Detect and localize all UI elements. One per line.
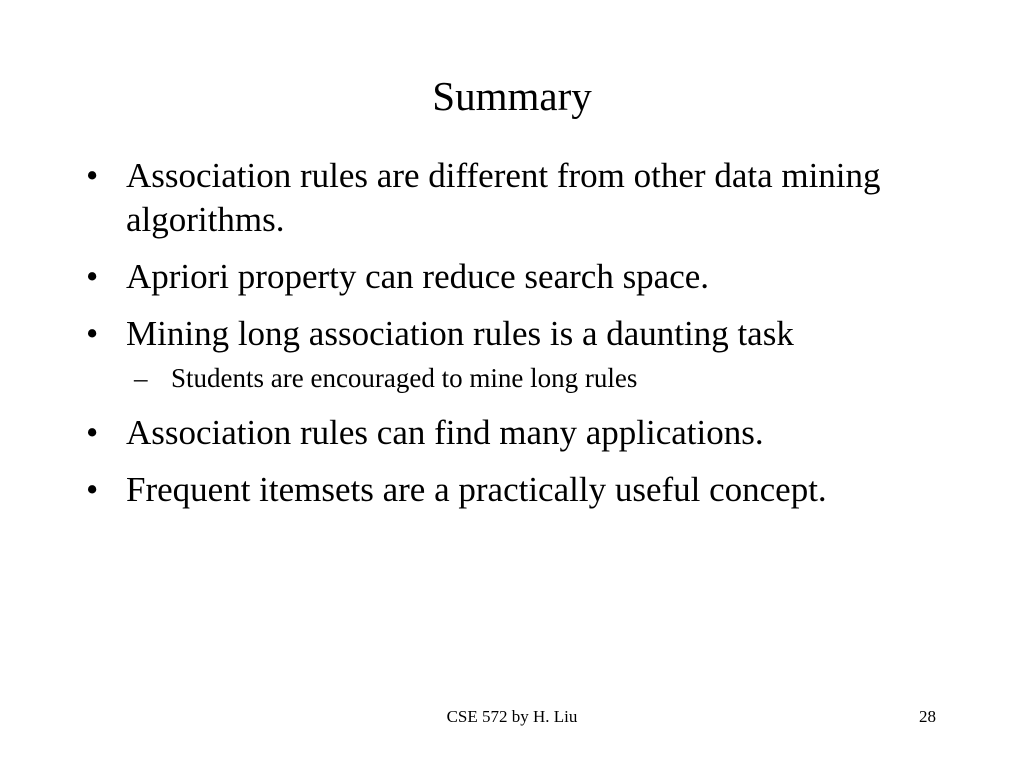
bullet-item	[86, 468, 946, 512]
bullet-marker: •	[86, 413, 99, 452]
footer-course: CSE 572 by H. Liu	[446, 707, 578, 726]
slide-title: Summary	[432, 73, 592, 119]
bullet-item	[86, 154, 946, 242]
bullet-marker: •	[86, 156, 99, 195]
page-number: 28	[919, 707, 936, 726]
bullet-text: Association rules can find many applications.	[126, 413, 764, 452]
bullet-list	[86, 154, 946, 525]
bullet-marker: •	[86, 314, 99, 353]
bullet-marker: •	[86, 470, 99, 509]
bullet-text: Apriori property can reduce search space.	[126, 257, 710, 296]
sub-bullet-marker: –	[134, 363, 148, 393]
bullet-text: Frequent itemsets are a practically useful concept.	[126, 470, 827, 509]
bullet-text: Mining long association rules is a daunting task	[126, 314, 794, 353]
sub-bullet-text: Students are encouraged to mine long rules	[171, 363, 638, 393]
bullet-item	[86, 312, 946, 356]
bullet-item	[86, 411, 946, 455]
bullet-item	[86, 255, 946, 299]
bullet-text: Association rules are different from other data mining algorithms.	[126, 156, 881, 239]
sub-bullet-item	[86, 361, 946, 395]
bullet-marker: •	[86, 257, 99, 296]
